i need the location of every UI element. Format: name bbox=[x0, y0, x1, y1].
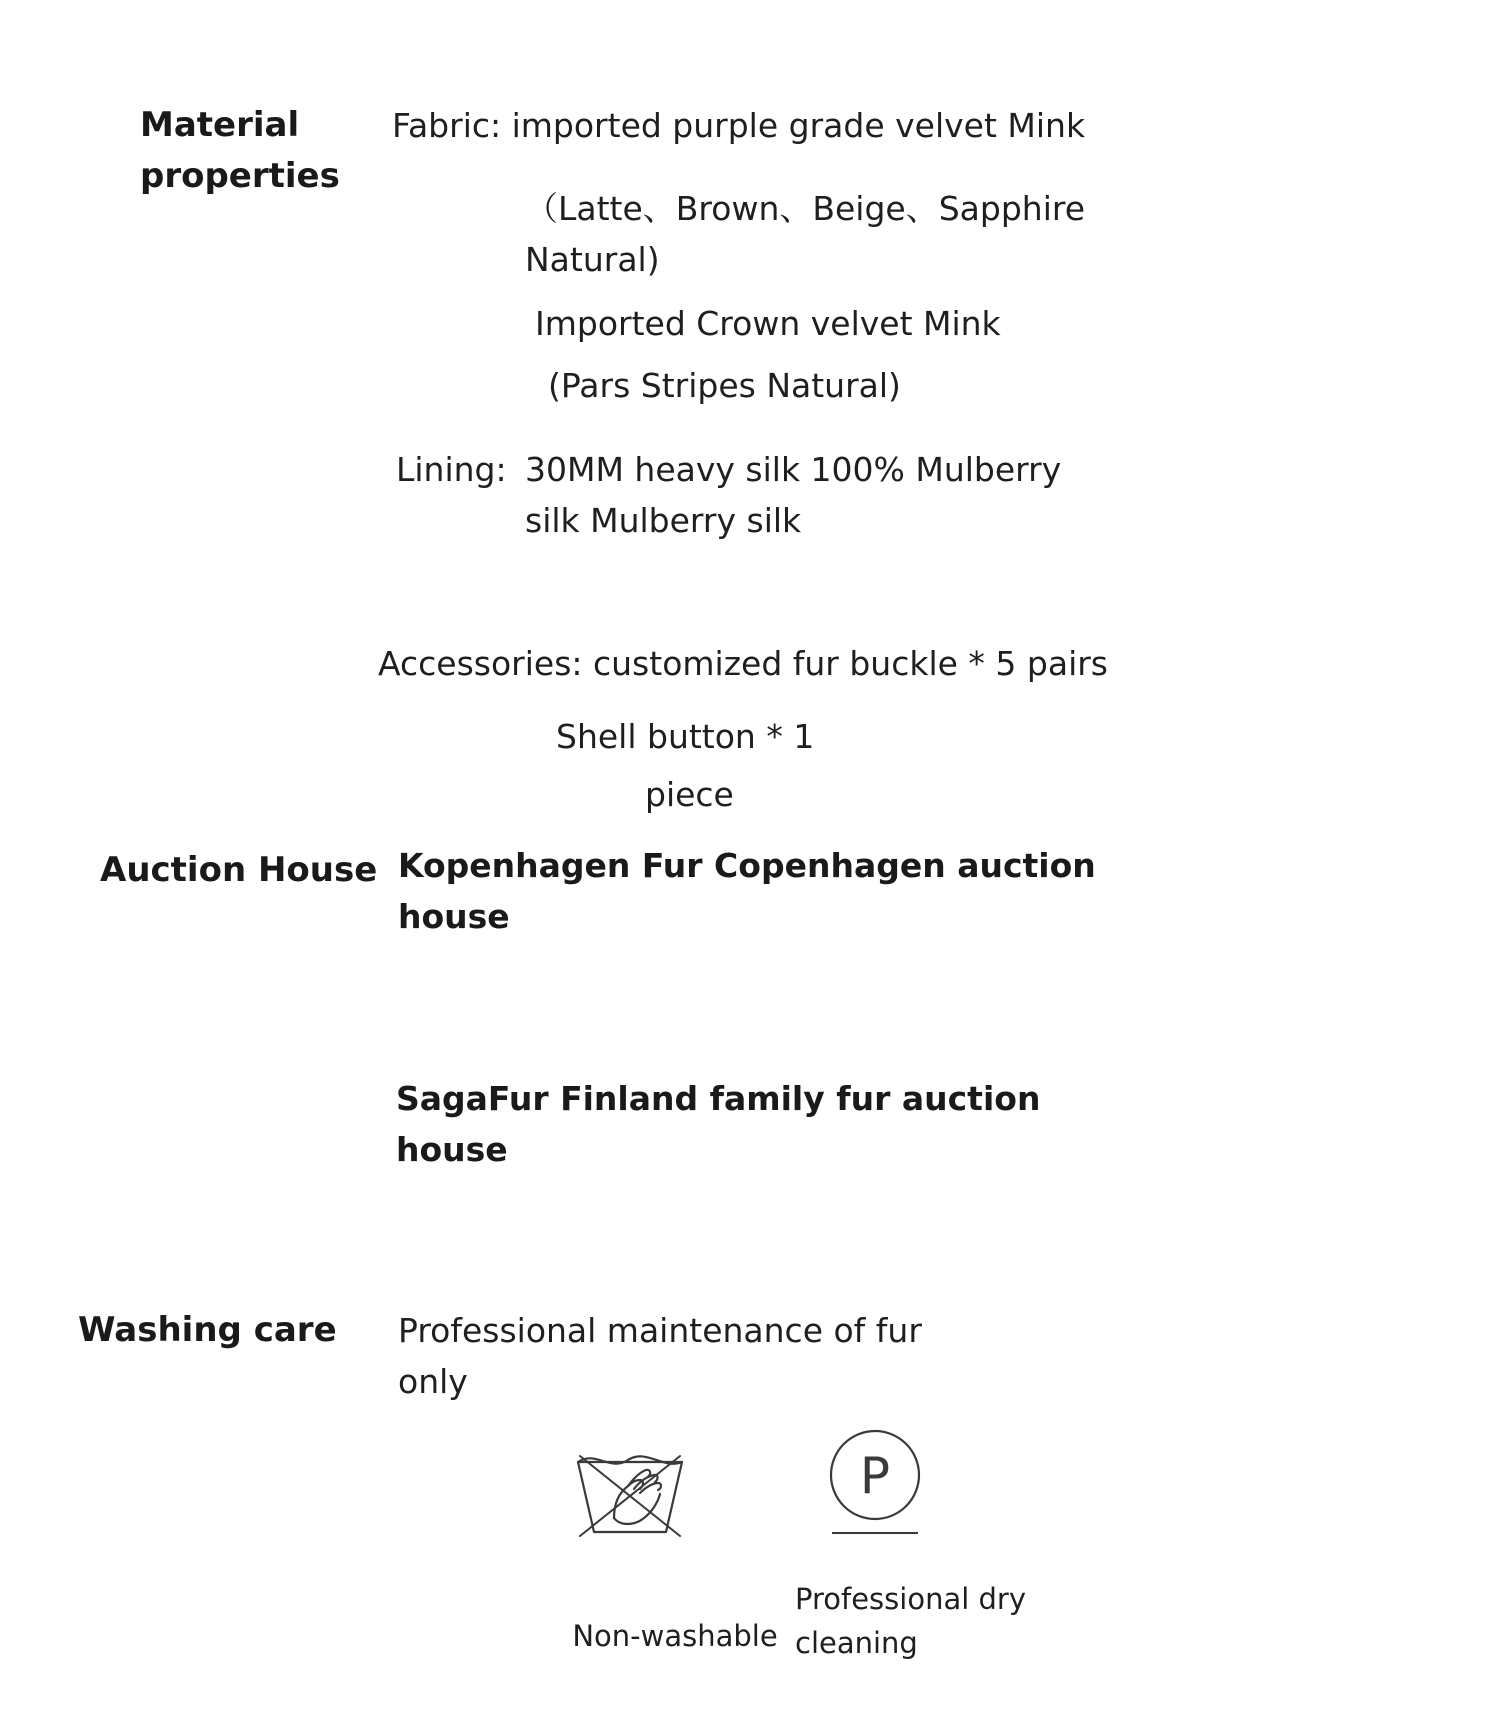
shell-button-line: Shell button * 1 bbox=[556, 717, 815, 756]
fabric-crown-velvet: Imported Crown velvet Mink bbox=[535, 304, 1001, 343]
professional-dry-cleaning-icon bbox=[820, 1425, 930, 1545]
washing-care-label: Washing care bbox=[78, 1310, 337, 1350]
non-washable-caption: Non-washable bbox=[572, 1619, 778, 1653]
fabric-colors: （Latte、Brown、Beige、Sapphire Natural) bbox=[525, 189, 1086, 280]
material-properties-label: Material properties bbox=[140, 105, 340, 196]
auction-house-label: Auction House bbox=[100, 850, 378, 890]
professional-dry-cleaning-caption: Professional dry cleaning bbox=[795, 1582, 1026, 1660]
lining-label: Lining: bbox=[396, 450, 507, 489]
non-washable-icon bbox=[570, 1432, 690, 1542]
svg-text:P: P bbox=[859, 1447, 891, 1505]
washing-care-value: Professional maintenance of fur only bbox=[398, 1311, 922, 1402]
auction-house-kopenhagen: Kopenhagen Fur Copenhagen auction house bbox=[398, 846, 1096, 937]
lining-value: 30MM heavy silk 100% Mulberry silk Mulberry silk bbox=[525, 450, 1062, 541]
auction-house-sagafur: SagaFur Finland family fur auction house bbox=[396, 1079, 1041, 1170]
fabric-pars-stripes: (Pars Stripes Natural) bbox=[548, 366, 901, 405]
shell-button-line-continued: piece bbox=[645, 775, 734, 814]
accessories-line: Accessories: customized fur buckle * 5 pairs bbox=[378, 644, 1108, 683]
fabric-line: Fabric: imported purple grade velvet Mink bbox=[392, 106, 1086, 145]
